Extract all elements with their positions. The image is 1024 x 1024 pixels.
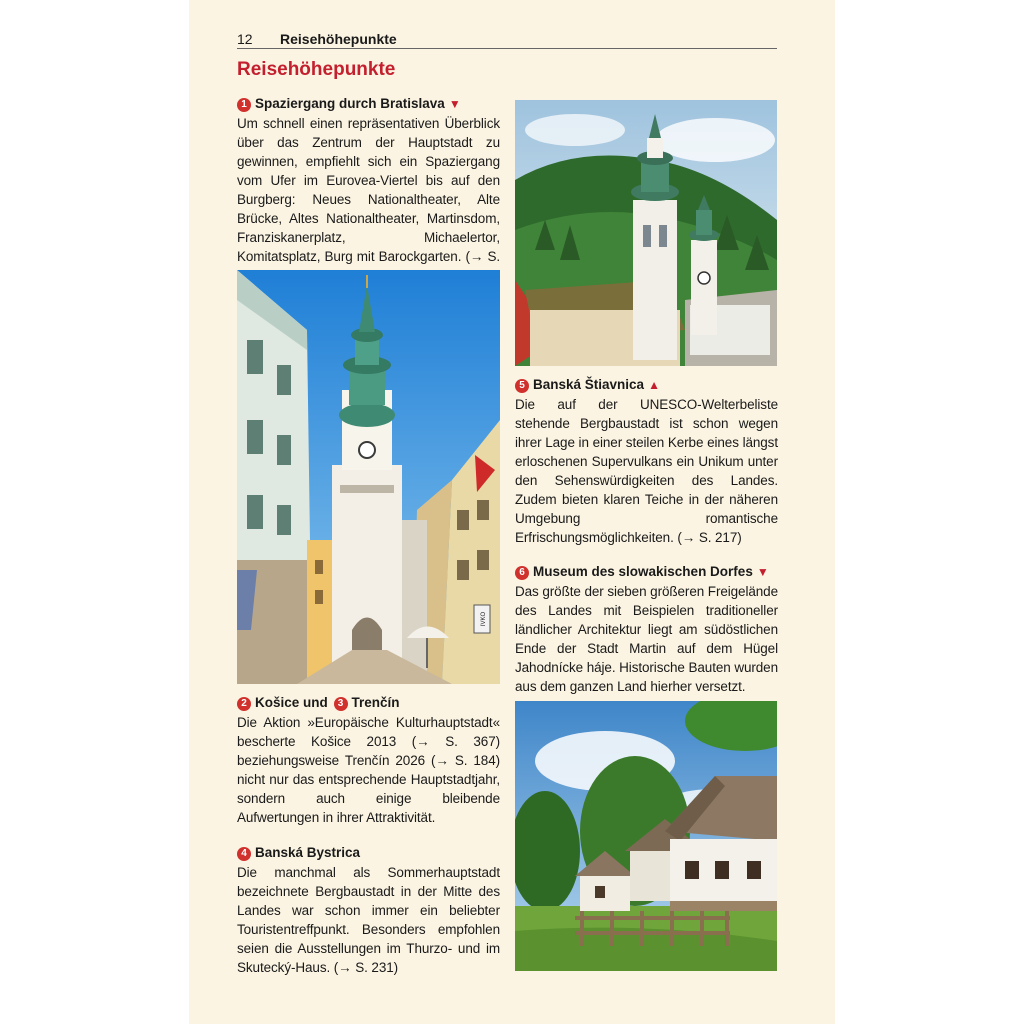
entry-museum-dorf bbox=[515, 563, 778, 696]
entry-number-badge: 1 bbox=[237, 98, 251, 112]
entry-title-2: Trenčín bbox=[351, 695, 400, 710]
entry-number-badge: 5 bbox=[515, 379, 529, 393]
entry-number-badge: 4 bbox=[237, 847, 251, 861]
entry-title: Banská Bystrica bbox=[255, 845, 361, 860]
entry-text: Die manchmal als Sommerhauptstadt bezeichnete Bergbaustadt in der Mitte des Landes war schon immer ein beliebter Touristentreffpunkt. Besonders empfohlen seien die Ausstellungen im Thurzo- und im Skutecký-Haus. (→ S. 231) bbox=[237, 865, 500, 975]
triangle-down-icon: ▼ bbox=[756, 565, 769, 579]
entry-text: Die Aktion »Europäische Kulturhauptstadt« bescherte Košice 2013 (→ S. 367) beziehungsweise Trenčín 2026 (→ S. 184) nicht nur das entsprechende Hauptstadtjahr, sondern auch einige bleibende Aufwertungen in ihrer Attraktivität. bbox=[237, 715, 500, 825]
photo-banska-stiavnica bbox=[515, 100, 777, 366]
entry-banska-bystrica bbox=[237, 844, 500, 977]
page-number: 12 bbox=[237, 31, 253, 47]
triangle-down-icon: ▼ bbox=[448, 97, 461, 111]
entry-banska-stiavnica bbox=[515, 376, 778, 547]
entry-text: Um schnell einen repräsentativen Überblick über das Zentrum der Hauptstadt zu gewinnen, empfiehlt sich ein Spaziergang vom Ufer im Eurovea-Viertel bis auf den Burgberg: Neues Nationaltheater, Alte Brücke, Altes Nationaltheater, Martinsdom, Franziskanerplatz, Michaelertor, Komitatsplatz, Burg mit Barockgarten. (→ S. bbox=[237, 116, 500, 264]
entry-heading bbox=[515, 563, 778, 582]
entry-bratislava bbox=[237, 95, 500, 285]
entry-heading bbox=[515, 376, 778, 395]
running-title: Reisehöhepunkte bbox=[280, 31, 397, 47]
entry-title: Banská Štiavnica bbox=[533, 377, 645, 392]
shop-sign-text: IVKO bbox=[481, 611, 487, 627]
entry-title: Košice und bbox=[255, 695, 328, 710]
entry-heading bbox=[237, 844, 500, 863]
entry-text: Das größte der sieben größeren Freigelände des Landes mit Beispielen traditioneller ländlicher Architektur liegt am südöstlichen Ende der Stadt Martin auf dem Hügel Jahodnícke háje. Historische Bauten wurden aus dem ganzen Land hierher versetzt. bbox=[515, 584, 778, 694]
entry-kosice-trencin bbox=[237, 694, 500, 827]
entry-heading bbox=[237, 95, 500, 114]
section-title: Reisehöhepunkte bbox=[237, 59, 396, 80]
triangle-up-icon: ▲ bbox=[648, 378, 660, 392]
entry-title: Museum des slowakischen Dorfes bbox=[533, 564, 753, 579]
entry-heading bbox=[237, 694, 500, 713]
entry-number-badge: 2 bbox=[237, 697, 251, 711]
photo-michaelertor bbox=[237, 270, 500, 684]
photo-village-museum bbox=[515, 701, 777, 971]
entry-text: Die auf der UNESCO-Welterbeliste stehende Bergbaustadt ist schon wegen ihrer Lage in einer steilen Kerbe eines längst erloschenen Supervulkans ein Unikum unter den Sehenswürdigkeiten des Landes. Zudem bieten klaren Teiche in der näheren Umgebung romantische Erfrischungsmöglichkeiten. (→ S. 217) bbox=[515, 397, 778, 545]
running-head bbox=[237, 30, 777, 49]
entry-title: Spaziergang durch Bratislava bbox=[255, 96, 445, 111]
entry-number-badge: 6 bbox=[515, 566, 529, 580]
entry-number-badge: 3 bbox=[334, 697, 348, 711]
